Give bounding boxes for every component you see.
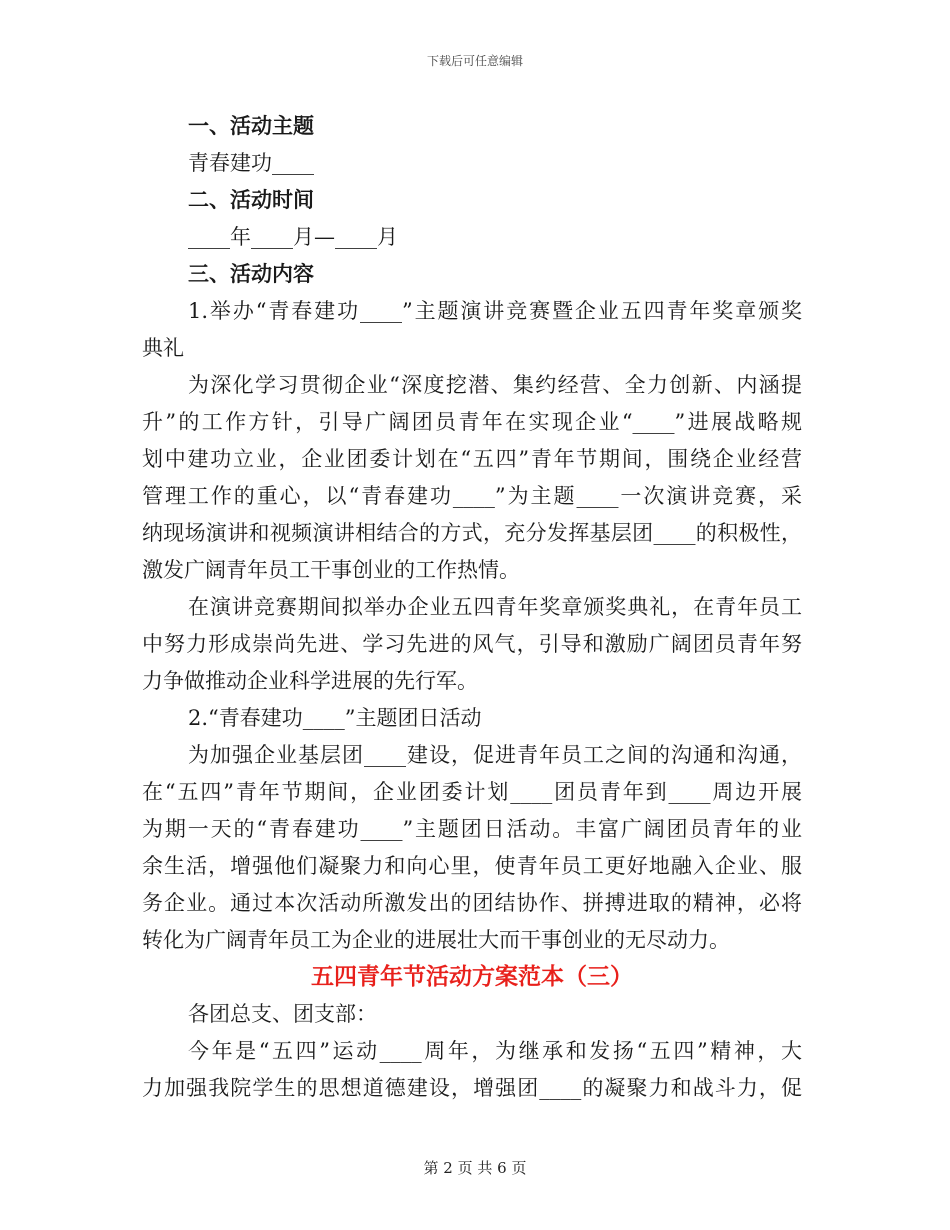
document-body [142, 108, 802, 1107]
paragraph-line: 划中建功立业，企业团委计划在“五四”青年节期间，围绕企业经营 [142, 447, 802, 471]
section-heading-theme: 一、活动主题 [188, 114, 314, 138]
paragraph-line: 纳现场演讲和视频演讲相结合的方式，充分发挥基层团____的积极性， [142, 521, 802, 545]
paragraph-line: 激发广阔青年员工干事创业的工作热情。 [142, 558, 520, 582]
paragraph-line: 中努力形成崇尚先进、学习先进的风气，引导和激励广阔团员青年努 [142, 632, 802, 656]
paragraph-line: 力争做推动企业科学进展的先行军。 [142, 669, 478, 693]
paragraph-line: 升”的工作方针，引导广阔团员青年在实现企业“____”进展战略规 [142, 410, 802, 434]
section-title-red: 五四青年节活动方案范本（三） [311, 964, 633, 990]
section-heading-time: 二、活动时间 [188, 188, 314, 212]
paragraph-line: 为期一天的“青春建功____”主题团日活动。丰富广阔团员青年的业 [142, 817, 802, 841]
paragraph-line: 在“五四”青年节期间，企业团委计划____团员青年到____周边开展 [142, 780, 802, 804]
paragraph-line: ____年____月—____月 [188, 225, 398, 249]
page-header: 下载后可任意编辑 [426, 54, 523, 68]
paragraph-line: 在演讲竞赛期间拟举办企业五四青年奖章颁奖典礼，在青年员工 [188, 595, 802, 619]
paragraph-line: 青春建功____ [188, 151, 314, 175]
paragraph-line: 各团总支、团支部： [188, 1002, 377, 1026]
paragraph-line: 管理工作的重心，以“青春建功____”为主题____一次演讲竞赛，采 [142, 484, 802, 508]
paragraph-line: 余生活，增强他们凝聚力和向心里，使青年员工更好地融入企业、服 [142, 854, 802, 878]
paragraph-line: 为加强企业基层团____建设，促进青年员工之间的沟通和沟通， [188, 743, 802, 767]
paragraph-line: 转化为广阔青年员工为企业的进展壮大而干事创业的无尽动力。 [142, 928, 730, 952]
paragraph-line: 务企业。通过本次活动所激发出的团结协作、拼搏进取的精神，必将 [142, 891, 802, 915]
list-item-title: 2.“青春建功____”主题团日活动 [188, 706, 482, 730]
page-footer: 第 2 页 共 6 页 [423, 1159, 527, 1177]
list-item-title: 1.举办“青春建功____”主题演讲竞赛暨企业五四青年奖章颁奖 [188, 299, 802, 323]
paragraph-line: 为深化学习贯彻企业“深度挖潜、集约经营、全力创新、内涵提 [188, 373, 802, 397]
section-heading-content: 三、活动内容 [188, 262, 314, 286]
paragraph-line: 典礼 [142, 336, 184, 360]
paragraph-line: 今年是“五四”运动____周年，为继承和发扬“五四”精神，大 [188, 1039, 802, 1063]
paragraph-line: 力加强我院学生的思想道德建设，增强团____的凝聚力和战斗力，促 [142, 1076, 802, 1100]
